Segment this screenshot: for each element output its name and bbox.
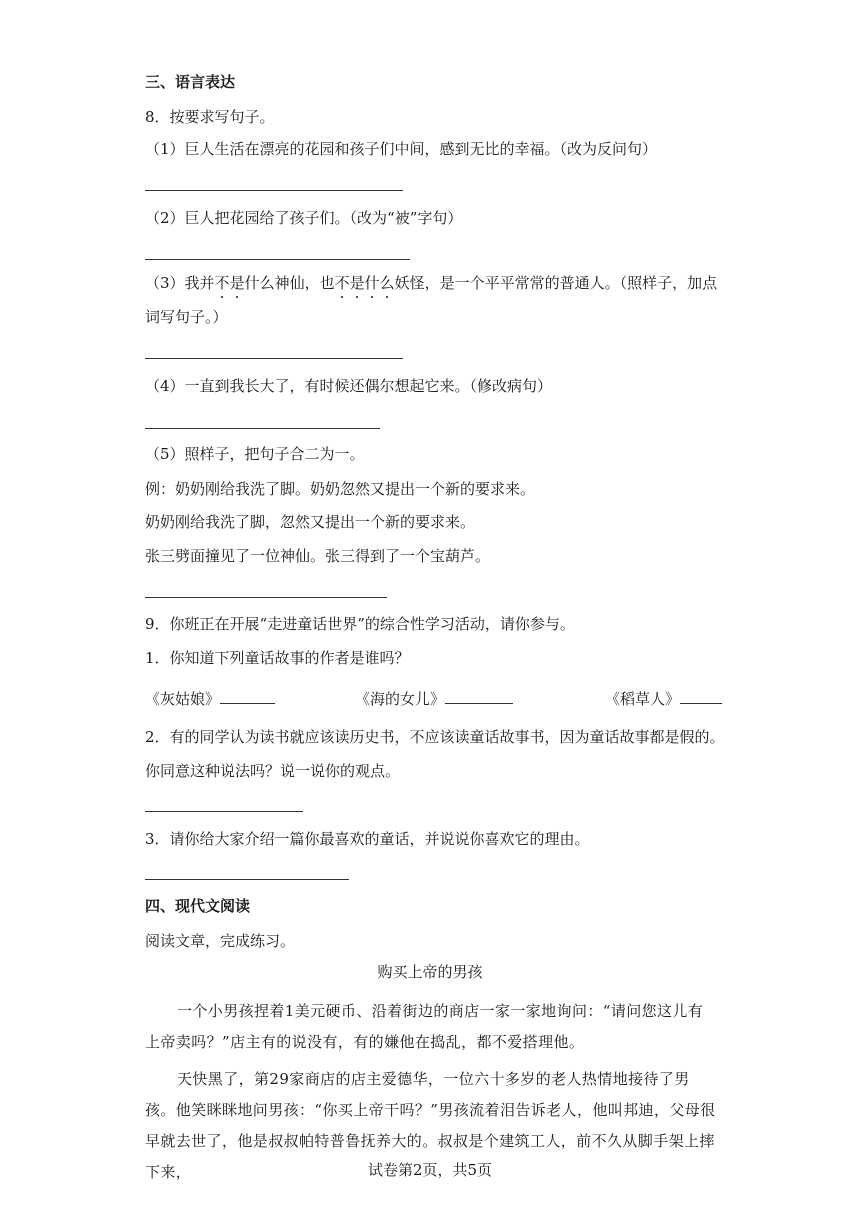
q9-part-1: 1．你知道下列童话故事的作者是谁吗？ [145, 649, 410, 667]
story-paragraph-2: 天快黑了，第29家商店的店主爱德华，一位六十多岁的老人热情地接待了男孩。他笑眯眯地问男孩：“你买上帝干吗？”男孩流着泪告诉老人，他叫邦迪，父母很早就去世了，他是叔叔帕特普鲁抚养大的。叔叔是个建筑工人，前不久从脚手架上摔下来， [145, 1070, 716, 1181]
author-blank[interactable] [220, 689, 275, 704]
book-item-3 [605, 689, 722, 709]
book-title: 《灰姑娘》 [145, 690, 221, 708]
q8-sentence-2: （2）巨人把花园给了孩子们。（改为“被”字句） [145, 209, 463, 227]
answer-line-3[interactable] [145, 358, 403, 359]
q8-task: 张三劈面撞见了一位神仙。张三得到了一个宝葫芦。 [145, 547, 491, 565]
answer-line-5[interactable] [145, 597, 387, 598]
q8-sentence-5: （5）照样子，把句子合二为一。 [145, 445, 365, 463]
page-footer: 试卷第2页，共5页 [367, 1161, 493, 1179]
q9-prompt: 9．你班正在开展“走进童话世界”的综合性学习活动，请你参与。 [145, 615, 575, 633]
answer-line-7[interactable] [145, 879, 349, 880]
answer-line-6[interactable] [145, 811, 303, 812]
dotted-word: 什 [364, 274, 380, 292]
q8-sentence-4: （4）一直到我长大了，有时候还偶尔想起它来。（修改病句） [145, 377, 553, 395]
dotted-word: 不 [214, 274, 230, 292]
answer-line-4[interactable] [145, 428, 380, 429]
s3-text: （3）我并 [145, 274, 215, 292]
q8-sentence-3 [145, 273, 717, 293]
dotted-word: 是 [229, 274, 245, 292]
q9-part-2-cont: 你同意这种说法吗？说一说你的观点。 [145, 762, 401, 780]
story-paragraph-1: 一个小男孩捏着1美元硬币、沿着街边的商店一家一家地询问：“请问您这儿有上帝卖吗？”店主有的说没有，有的嫌他在捣乱，都不爱搭理他。 [145, 1002, 704, 1051]
book-item-1 [145, 689, 275, 709]
s3-text: 什么神仙，也 [244, 274, 335, 292]
dotted-word: 是 [349, 274, 365, 292]
q8-sentence-1: （1）巨人生活在漂亮的花园和孩子们中间，感到无比的幸福。（改为反问句） [145, 140, 658, 158]
author-blank[interactable] [445, 689, 513, 704]
reading-instruction: 阅读文章，完成练习。 [145, 932, 296, 950]
section3-heading: 三、语言表达 [145, 73, 236, 91]
book-item-2 [355, 689, 513, 709]
q9-part-2: 2．有的同学认为读书就应该读历史书，不应该读童话故事书，因为童话故事都是假的。 [145, 728, 725, 746]
book-title: 《海的女儿》 [355, 690, 446, 708]
answer-line-1[interactable] [145, 190, 403, 191]
author-blank[interactable] [680, 689, 722, 704]
story-title: 购买上帝的男孩 [377, 963, 483, 981]
q8-example-1: 例：奶奶刚给我洗了脚。奶奶忽然又提出一个新的要求来。 [145, 480, 536, 498]
s3-text: 妖怪，是一个平平常常的普通人。（照样子，加点 [394, 274, 718, 292]
book-title: 《稻草人》 [605, 690, 681, 708]
answer-line-2[interactable] [145, 259, 410, 260]
q8-prompt: 8．按要求写句子。 [145, 108, 275, 126]
dotted-word: 不 [334, 274, 350, 292]
q8-sentence-3-cont: 词写句子。） [145, 308, 228, 326]
q8-example-2: 奶奶刚给我洗了脚，忽然又提出一个新的要求来。 [145, 513, 476, 531]
q9-part-3: 3．请你给大家介绍一篇你最喜欢的童话，并说说你喜欢它的理由。 [145, 830, 590, 848]
section4-heading: 四、现代文阅读 [145, 897, 251, 915]
dotted-word: 么 [379, 274, 395, 292]
